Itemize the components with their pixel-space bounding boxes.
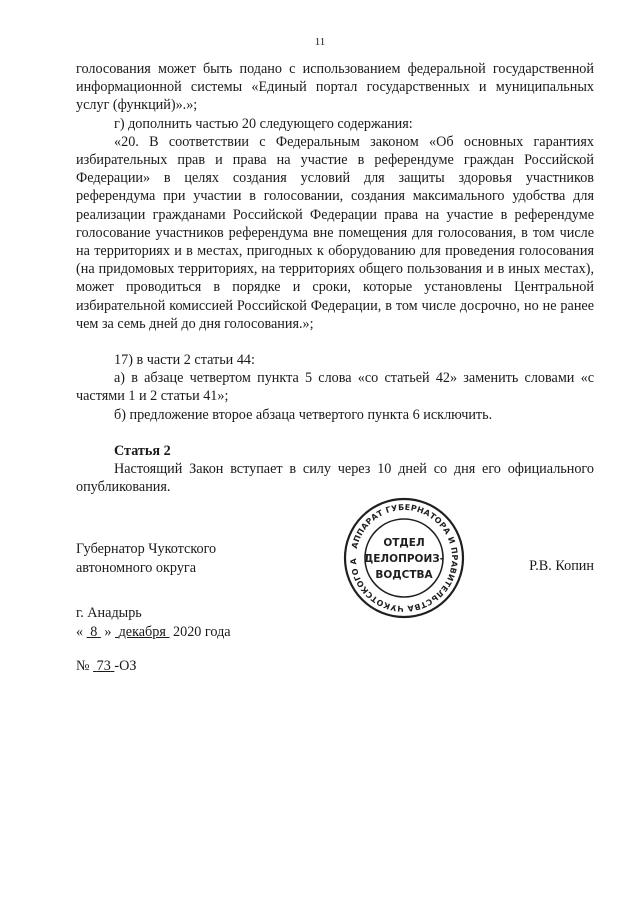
stamp-line-2: ДЕЛОПРОИЗ- xyxy=(363,553,445,565)
official-stamp xyxy=(342,496,466,620)
stamp-ring-text: АППАРАТ ГУБЕРНАТОРА И ПРАВИТЕЛЬСТВА ЧУКОТСКОГО А xyxy=(348,502,460,614)
signatory-name: Р.В. Копин xyxy=(529,558,594,574)
date-month: декабря xyxy=(118,624,166,640)
law-number-value: 73 xyxy=(96,658,111,674)
date-day: 8 xyxy=(90,624,98,640)
paragraph-part-20: «20. В соответствии с Федеральным законом «Об основных гарантиях избирательных прав и права на участие в референдуме граждан Российской Федерации» в целях создания условий для защиты здоровья участников референдума при участии в голосовании, создания максимального удобства для реализации гражданами Российской Федерации права на участие в референдуме голосование участников референдума вне помещения для голосования, в том числе на территориях и в местах, пригодных к оборудованию для проведения голосования (на придомовых территориях, на территориях общего пользования и в иных местах), может проводиться в порядке и сроки, которые установлены Центральной избирательной комиссией Российской Федерации, в том числе досрочно, но не ранее чем за семь дней до дня голосования.»; xyxy=(76,133,594,332)
paragraph-continuation: голосования может быть подано с использованием федеральной государственной информационной системы «Единый портал государственных и муниципальных услуг (функций)».»; xyxy=(76,61,594,114)
signing-date: « 8 » декабря 2020 года xyxy=(76,624,231,640)
paragraph-item-17: 17) в части 2 статьи 44: xyxy=(114,352,255,369)
paragraph-amendment-b: б) предложение второе абзаца четвертого пункта 6 исключить. xyxy=(114,406,493,423)
article-text: Настоящий Закон вступает в силу через 10 дней со дня его официального опубликования. xyxy=(76,461,594,496)
law-number: № 73 -ОЗ xyxy=(76,658,137,674)
city: г. Анадырь xyxy=(76,605,142,621)
stamp-line-3: ВОДСТВА xyxy=(375,569,433,581)
date-year: 2020 года xyxy=(173,624,231,640)
page-number: 11 xyxy=(314,36,326,48)
paragraph-amendment-g: г) дополнить частью 20 следующего содержания: xyxy=(114,115,413,132)
position-line-2: автономного округа xyxy=(76,559,197,576)
document-body xyxy=(76,60,594,496)
paragraph-amendment-a: а) в абзаце четвертом пункта 5 слова «со статьей 42» заменить словами «с частями 1 и 2 статьи 41»; xyxy=(76,370,594,405)
place-and-date xyxy=(76,604,231,642)
position-line-1: Губернатор Чукотского xyxy=(76,541,217,557)
article-title: Статья 2 xyxy=(114,442,171,459)
stamp-line-1: ОТДЕЛ xyxy=(383,537,425,549)
signatory-position xyxy=(76,540,216,577)
